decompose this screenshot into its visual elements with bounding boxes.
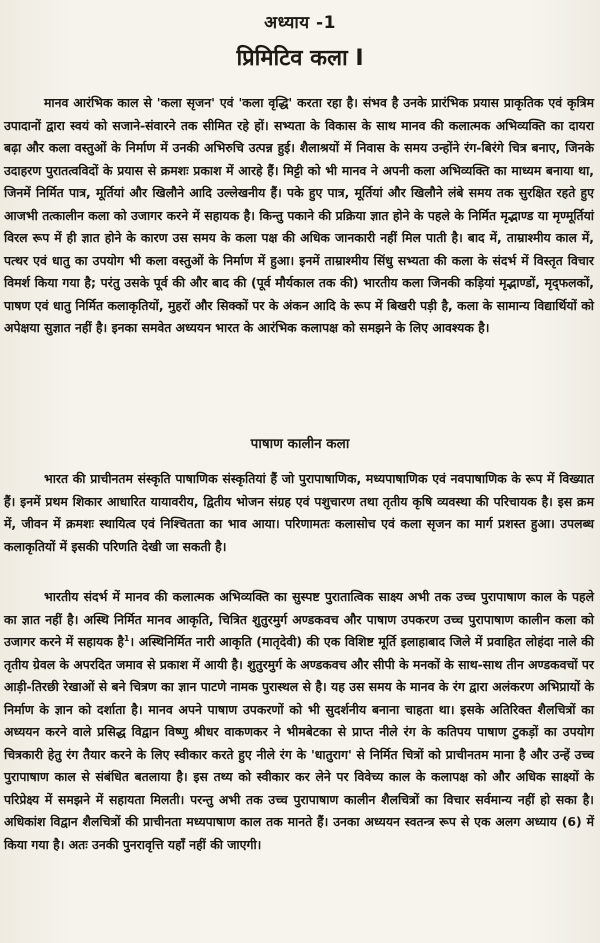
paragraph-text-part-1: भारतीय संदर्भ में मानव की कलात्मक अभिव्यक्ति का सुस्पष्ट पुरातात्विक साक्ष्य अभी तक उच्च पुरापाषाण काल के पहले का ज्ञात नहीं है। अस्थि निर्मित मानव आकृति, चित्रित शुतुरमुर्ग अण्डकवच और पाषाण उपकरण उच्च पुरापाषाण कालीन कला को उजागर करने में सहायक है: [4, 589, 594, 649]
paragraph-indian-context: [4, 586, 594, 856]
paragraph-stone-age: भारत की प्राचीनतम संस्कृति पाषाणिक संस्कृतियां हैं जो पुरापाषाणिक, मध्यपाषाणिक एवं नवपाषाणिक के रूप में विख्यात हैं। इनमें प्रथम शिकार आधारित यायावरीय, द्वितीय भोजन संग्रह एवं पशुचारण तथा तृतीय कृषि व्यवस्था की परिचायक है। इस क्रम में, जीवन में क्रमशः स्थायित्व एवं निश्चितता का भाव आया। परिणामतः कलासोच एवं कला सृजन का मार्ग प्रशस्त हुआ। उपलब्ध कलाकृतियों में इसकी परिणति देखी जा सकती है।: [4, 471, 594, 554]
section-heading: पाषाण कालीन कला: [250, 436, 350, 452]
footnote-marker: 1: [123, 633, 130, 643]
paragraph-text-part-2: । अस्थिनिर्मित नारी आकृति (मातृदेवी) की एक विशिष्ट मूर्ति इलाहाबाद जिले में प्रवाहित लोहंदा नाले की तृतीय ग्रेवल के अपरदित जमाव से प्रकाश में आयी है। शुतुरमुर्ग के अण्डकवच और सीपी के मनकों के साथ-साथ तीन अण्डकवचों पर आड़ी-तिरछी रेखाओं से बने चित्रण का ज्ञान पाटणे नामक पुरास्थल से है। यह उस समय के मानव के रंग द्वारा अलंकरण अभिप्रायों के निर्माण के ज्ञान को दर्शाता है। मानव अपने पाषाण उपकरणों को भी सुदर्शनीय बनाना चाहता था। इसके अतिरिक्त शैलचित्रों का अध्ययन करने वाले प्रसिद्ध विद्वान विष्णु श्रीधर वाकणकर ने भीमबेटका से प्राप्त नीले रंग के कतिपय पाषाण टुकड़ों का उपयोग चित्रकारी हेतु रंग तैयार करने के लिए स्वीकार करते हुए नीले रंग के 'धातुराग' से निर्मित चित्रों को प्राचीनतम माना है और उन्हें उच्च पुरापाषाण काल से संबंधित बतलाया है। इस तथ्य को स्वीकार कर लेने पर विवेच्य काल के कलापक्ष को और अधिक साक्ष्यों के परिप्रेक्ष्य में समझने में सहायता मिलती। परन्तु अभी तक उच्च पुरापाषाण कालीन शैलचित्रों का विचार सर्वमान्य नहीं हो सका है। अधिकांश विद्वान शैलचित्रों की प्राचीनता मध्यपाषाण काल तक मानते हैं। उनका अध्ययन स्वतन्त्र रूप से एक अलग अध्याय (6) में किया गया है। अतः उनकी पुनरावृत्ति यहाँ नहीं की जाएगी।: [4, 634, 594, 852]
chapter-label: अध्याय -1: [264, 13, 336, 33]
paragraph-intro: मानव आरंभिक काल से 'कला सृजन' एवं 'कला वृद्धि' करता रहा है। संभव है उनके प्रारंभिक प्रयास प्राकृतिक एवं कृत्रिम उपादानों द्वारा स्वयं को सजाने-संवारने तक सीमित रहे हों। सभ्यता के विकास के साथ मानव की कलात्मक अभिव्यक्ति का दायरा बढ़ा और कला वस्तुओं के निर्माण में उनकी अभिरुचि उत्पन्न हुई। शैलाश्रयों में निवास के समय उन्होंने रंग-बिरंगे चित्र बनाए, जिनके उदाहरण पुरातत्वविदों के प्रयास से क्रमशः प्रकाश में आरहे हैं। मिट्टी को भी मानव ने अपनी कला अभिव्यक्ति का माध्यम बनाया था, जिनमें निर्मित पात्र, मूर्तियां और खिलौने आदि उल्लेखनीय हैं। पके हुए पात्र, मूर्तियां और खिलौने लंबे समय तक सुरक्षित रहते हुए आजभी तत्कालीन कला को उजागर करने में सहायक है। किन्तु पकाने की प्रक्रिया ज्ञात होने के पहले के निर्मित मृद्भाण्ड या मृण्मूर्तियां विरल रूप में ही ज्ञात होने के कारण उस समय के कला पक्ष की अधिक जानकारी नहीं मिल पाती है। बाद में, ताम्राश्मीय काल में, पत्थर एवं धातु का उपयोग भी कला वस्तुओं के निर्माण में हुआ। इनमें ताम्राश्मीय सिंधु सभ्यता की कला के संदर्भ में विस्तृत विचार विमर्श किया गया है; परंतु उसके पूर्व की और बाद की (पूर्व मौर्यकाल तक की) भारतीय कला जिनकी कड़ियां मृद्भाण्डों, मृद्फलकों, पाषण एवं धातु निर्मित कलाकृतियों, मुहरों और सिक्कों पर के अंकन आदि के रूप में बिखरी पड़ी है, कला के सामान्य विद्यार्थियों को अपेक्षया सुज्ञात नहीं है। इनका समवेत अध्ययन भारत के आरंभिक कलापक्ष को समझने के लिए आवश्यक है।: [4, 95, 594, 335]
page-title: प्रिमिटिव कला I: [236, 46, 364, 71]
